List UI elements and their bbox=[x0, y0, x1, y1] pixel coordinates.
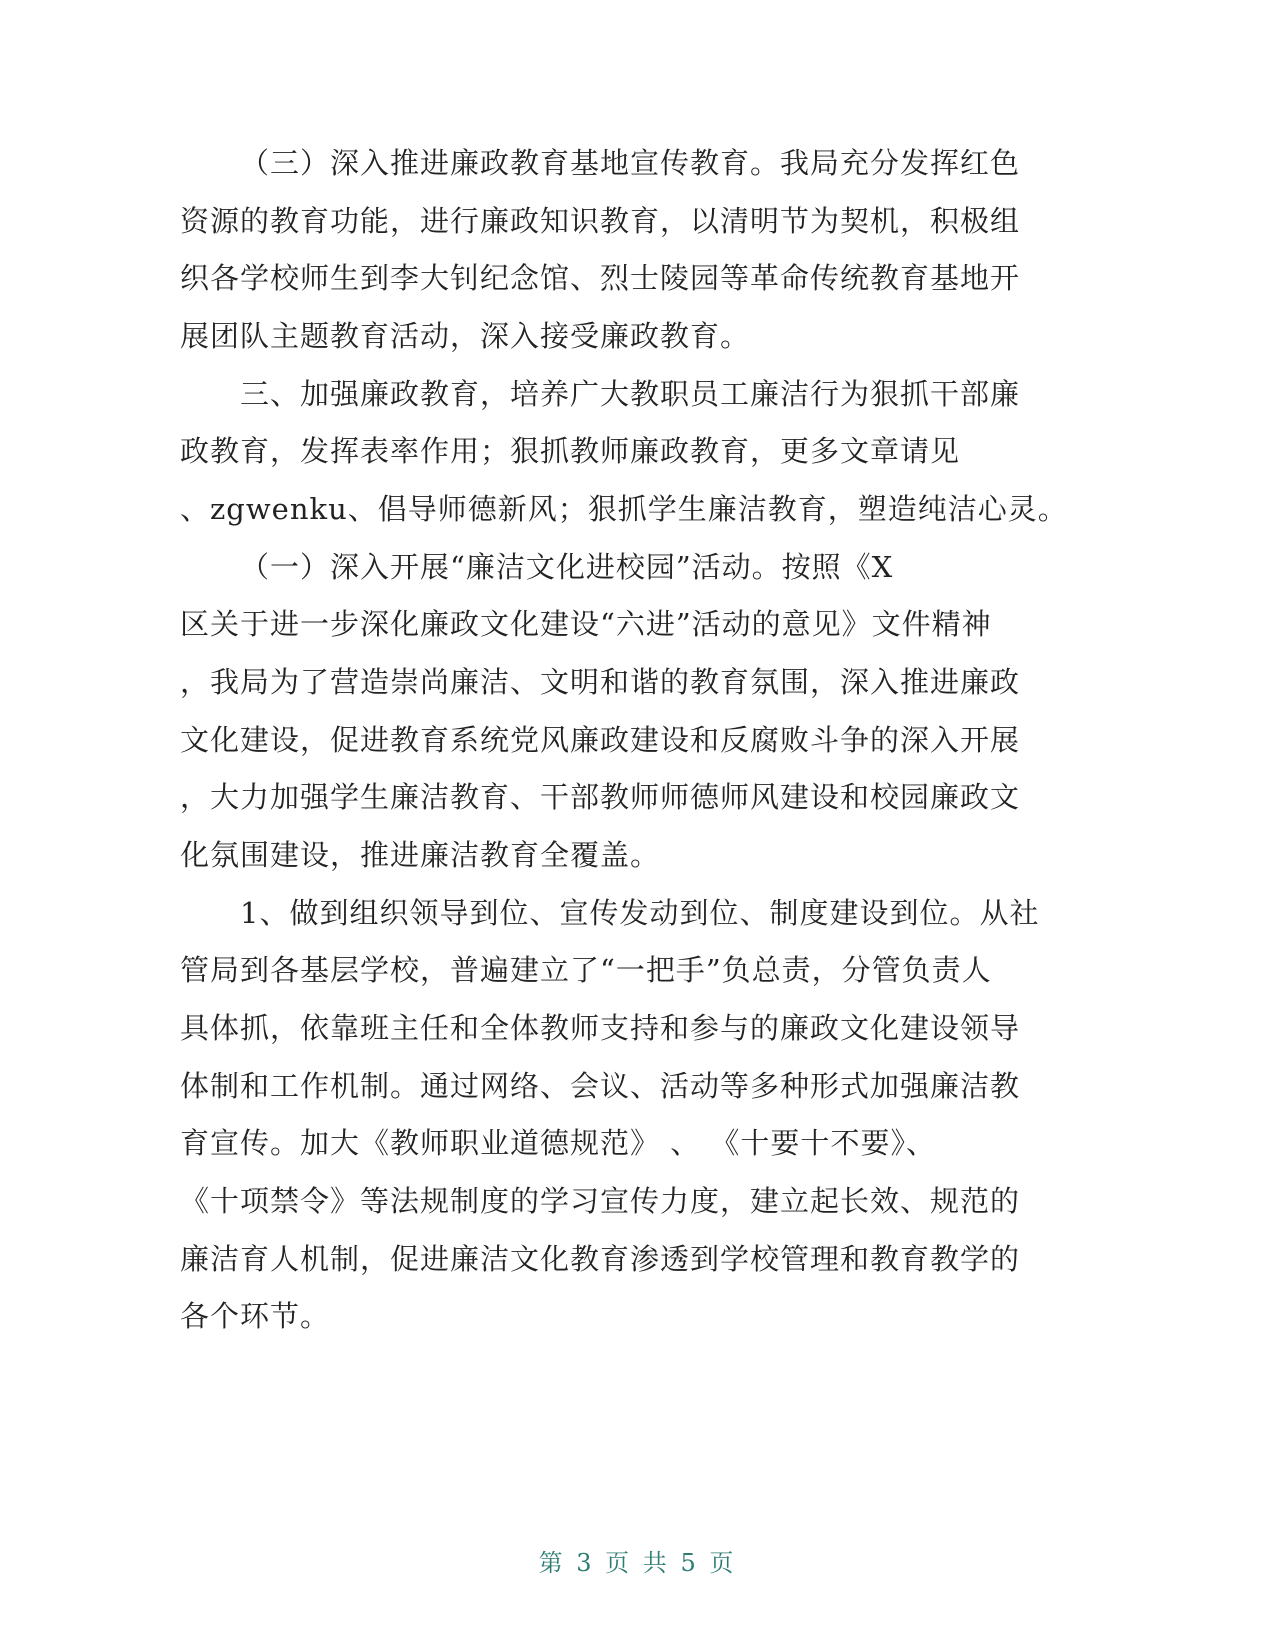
page-number-footer: 第 3 页 共 5 页 bbox=[538, 1549, 737, 1577]
text-line: 政教育，发挥表率作用；狠抓教师廉政教育，更多文章请见 bbox=[180, 434, 961, 468]
text-line: 三、加强廉政教育，培养广大教职员工廉洁行为狠抓干部廉 bbox=[240, 377, 1021, 411]
text-line: 廉洁育人机制，促进廉洁文化教育渗透到学校管理和教育教学的 bbox=[180, 1242, 1021, 1276]
text-line: 文化建设，促进教育系统党风廉政建设和反腐败斗争的深入开展 bbox=[180, 723, 1021, 757]
text-line: 、zgwenku、倡导师德新风；狠抓学生廉洁教育，塑造纯洁心灵。 bbox=[180, 492, 1068, 526]
text-line: 区关于进一步深化廉政文化建设“六进”活动的意见》文件精神 bbox=[180, 607, 992, 641]
text-line: （三）深入推进廉政教育基地宣传教育。我局充分发挥红色 bbox=[240, 146, 1021, 180]
text-line: 展团队主题教育活动，深入接受廉政教育。 bbox=[180, 319, 751, 353]
text-line: 织各学校师生到李大钊纪念馆、烈士陵园等革命传统教育基地开 bbox=[180, 261, 1021, 295]
text-line: 资源的教育功能，进行廉政知识教育，以清明节为契机，积极组 bbox=[180, 204, 1021, 238]
text-line: 化氛围建设，推进廉洁教育全覆盖。 bbox=[180, 838, 661, 872]
text-line: 管局到各基层学校，普遍建立了“一把手”负总责，分管负责人 bbox=[180, 953, 992, 987]
text-line: 育宣传。加大《教师职业道德规范》 、 《十要十不要》、 bbox=[180, 1126, 936, 1160]
text-line: 体制和工作机制。通过网络、会议、活动等多种形式加强廉洁教 bbox=[180, 1069, 1021, 1103]
text-line: 各个环节。 bbox=[180, 1299, 331, 1333]
text-line: ，大力加强学生廉洁教育、干部教师师德师风建设和校园廉政文 bbox=[180, 780, 1021, 814]
text-line: 具体抓，依靠班主任和全体教师支持和参与的廉政文化建设领导 bbox=[180, 1011, 1021, 1045]
text-line: （一）深入开展“廉洁文化进校园”活动。按照《X bbox=[240, 550, 894, 584]
text-line: ，我局为了营造崇尚廉洁、文明和谐的教育氛围，深入推进廉政 bbox=[180, 665, 1021, 699]
text-line: 《十项禁令》等法规制度的学习宣传力度，建立起长效、规范的 bbox=[180, 1184, 1021, 1218]
text-line: 1、做到组织领导到位、宣传发动到位、制度建设到位。从社 bbox=[240, 896, 1040, 930]
